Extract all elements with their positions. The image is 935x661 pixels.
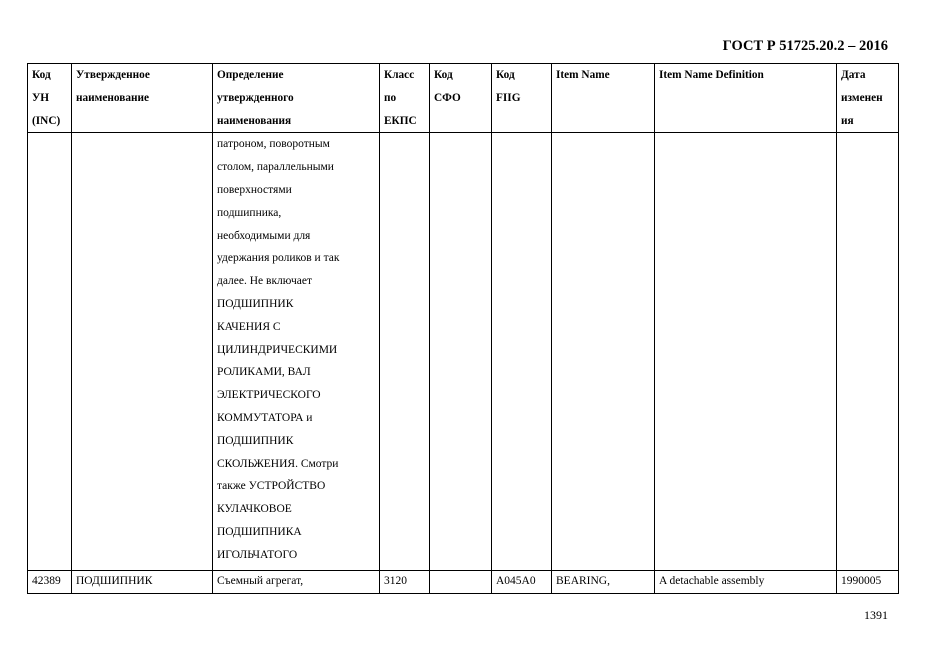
- definition-line: патроном, поворотным: [217, 138, 330, 151]
- column-header: [655, 64, 837, 133]
- cell-fiig: A045A0: [492, 571, 552, 594]
- column-header: [72, 64, 213, 133]
- column-header-line: СФО: [434, 91, 461, 104]
- definition-line: ПОДШИПНИК: [217, 297, 294, 310]
- cell-name: ПОДШИПНИК: [72, 571, 213, 594]
- column-header-line: изменен: [841, 91, 883, 104]
- cell-name: [72, 133, 213, 571]
- cell-item-name: [552, 133, 655, 571]
- definition-line: ЦИЛИНДРИЧЕСКИМИ: [217, 343, 338, 356]
- column-header-line: наименование: [76, 91, 150, 104]
- column-header-line: (INC): [32, 114, 61, 127]
- cell-fiig: [492, 133, 552, 571]
- column-header-line: Определение: [217, 69, 284, 81]
- column-header-line: Код: [496, 69, 515, 81]
- column-header: [213, 64, 380, 133]
- cell-definition: Съемный агрегат,: [213, 571, 380, 594]
- cell-sfo: [430, 571, 492, 594]
- definition-line: поверхностями: [217, 183, 292, 196]
- cell-item-name: BEARING,: [552, 571, 655, 594]
- table-row: [28, 571, 899, 594]
- column-header: [552, 64, 655, 133]
- cell-class: [380, 133, 430, 571]
- column-header-line: по: [384, 91, 397, 104]
- definition-line: КУЛАЧКОВОЕ: [217, 503, 292, 516]
- cell-date: [837, 133, 899, 571]
- table-row-continuation: [28, 133, 899, 571]
- definition-line: столом, параллельными: [217, 161, 334, 174]
- cell-item-def: A detachable assembly: [655, 571, 837, 594]
- cell-date: 1990005: [837, 571, 899, 594]
- column-header-line: Item Name Definition: [659, 69, 764, 81]
- table-header-row: [28, 64, 899, 133]
- column-header-line: Класс: [384, 69, 415, 81]
- column-header-line: Утвержденное: [76, 69, 150, 81]
- definition-line: ПОДШИПНИКА: [217, 525, 302, 538]
- definition-line: ИГОЛЬЧАТОГО: [217, 548, 298, 561]
- definition-line: далее. Не включает: [217, 275, 312, 288]
- column-header: [28, 64, 72, 133]
- definition-line: также УСТРОЙСТВО: [217, 480, 326, 493]
- page-number: 1391: [864, 608, 888, 622]
- column-header-line: Item Name: [556, 69, 610, 81]
- cell-sfo: [430, 133, 492, 571]
- definition-line: удержания роликов и так: [217, 252, 340, 265]
- column-header-line: ия: [841, 114, 854, 127]
- column-header-line: УН: [32, 91, 50, 104]
- column-header-line: утвержденного: [217, 91, 294, 104]
- column-header-line: FIIG: [496, 91, 521, 104]
- definition-line: ЭЛЕКТРИЧЕСКОГО: [217, 389, 321, 402]
- definition-line: необходимыми для: [217, 229, 311, 242]
- column-header: [380, 64, 430, 133]
- column-header: [430, 64, 492, 133]
- cell-item-def: [655, 133, 837, 571]
- definition-line: РОЛИКАМИ, ВАЛ: [217, 366, 311, 379]
- definition-line: ПОДШИПНИК: [217, 434, 294, 447]
- cell-definition-continued: [213, 133, 380, 571]
- definition-line: подшипника,: [217, 206, 282, 219]
- column-header-line: Дата: [841, 69, 866, 81]
- column-header-line: наименования: [217, 114, 292, 127]
- document-code: ГОСТ Р 51725.20.2 – 2016: [722, 38, 888, 54]
- cell-inc: 42389: [28, 571, 72, 594]
- definition-line: КАЧЕНИЯ С: [217, 320, 281, 333]
- cell-class: 3120: [380, 571, 430, 594]
- definition-line: СКОЛЬЖЕНИЯ. Смотри: [217, 457, 339, 470]
- cell-inc: [28, 133, 72, 571]
- column-header-line: Код: [32, 69, 51, 81]
- classification-table: [27, 63, 899, 594]
- column-header-line: ЕКПС: [384, 114, 417, 127]
- column-header-line: Код: [434, 69, 453, 81]
- column-header: [837, 64, 899, 133]
- column-header: [492, 64, 552, 133]
- definition-line: КОММУТАТОРА и: [217, 411, 313, 424]
